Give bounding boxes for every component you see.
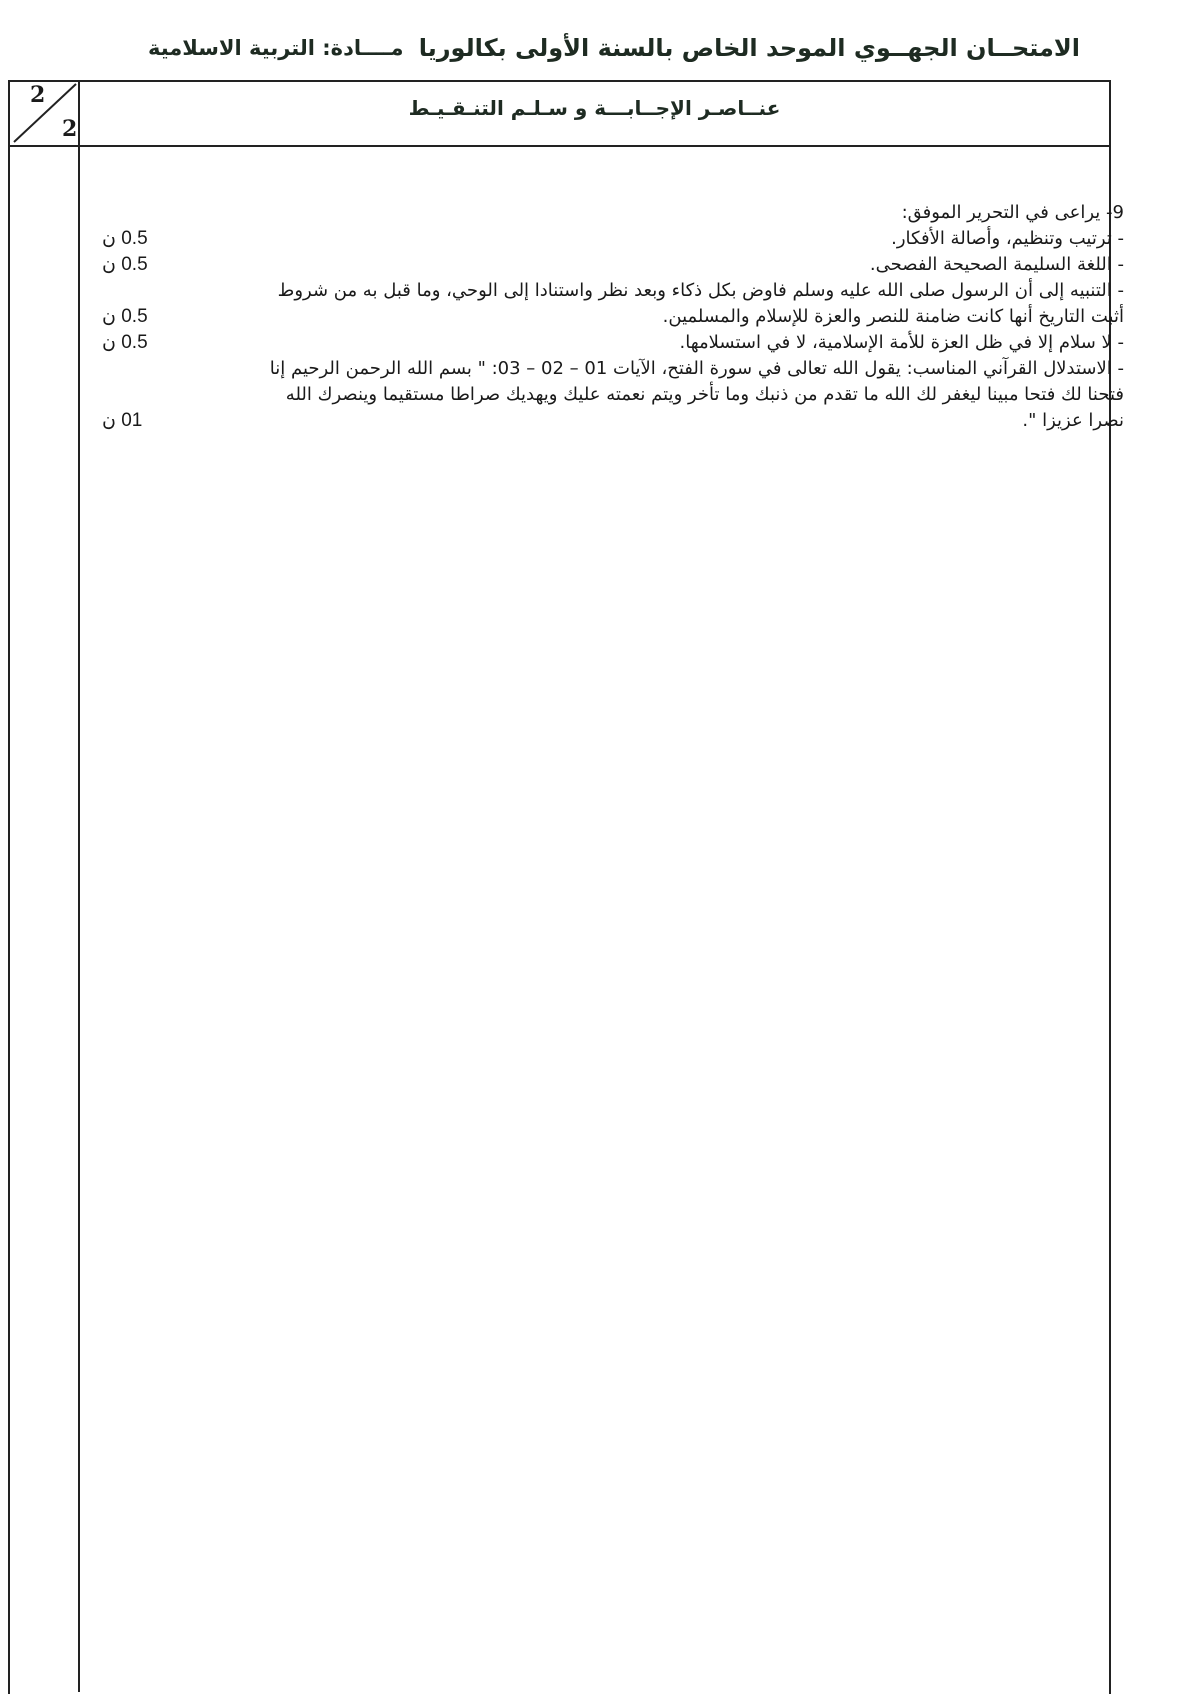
item-text-line1: - الاستدلال القرآني المناسب: يقول الله تعالى في سورة الفتح، الآيات 01 – 02 – 03: " بسم الله الرحمن الرحيم إنا <box>269 358 1124 379</box>
page-number-box <box>10 82 78 145</box>
item-text-line3: نصرا عزيزا ". <box>1022 410 1124 431</box>
item-score: 01 ن <box>102 410 143 431</box>
list-item <box>94 382 1124 408</box>
item-score: 0.5 ن <box>102 228 148 249</box>
subject-label: مــــادة: التربية الاسلامية <box>148 36 404 60</box>
list-item <box>94 278 1124 304</box>
list-item <box>94 304 1124 330</box>
q9-heading: 9- يراعى في التحرير الموفق: <box>901 202 1124 223</box>
item-text: - ترتيب وتنظيم، وأصالة الأفكار. <box>891 228 1124 249</box>
item-score: 0.5 ن <box>102 332 148 353</box>
page-total: 2 <box>62 116 78 142</box>
list-item <box>94 226 1124 252</box>
answer-content <box>94 200 1124 434</box>
margin-divider <box>78 80 80 1692</box>
item-score: 0.5 ن <box>102 254 148 275</box>
page-header <box>120 34 1080 74</box>
item-text-line1: - التنبيه إلى أن الرسول صلى الله عليه وسلم فاوض بكل ذكاء وبعد نظر واستنادا إلى الوحي، وما قبل به من شروط <box>277 280 1124 301</box>
list-item <box>94 252 1124 278</box>
question-heading <box>94 200 1124 226</box>
page-current: 2 <box>30 82 46 108</box>
item-text-line2: فتحنا لك فتحا مبينا ليغفر لك الله ما تقدم من ذنبك وما تأخر ويتم نعمته عليك ويهديك صراطا مستقيما وينصرك الله <box>285 384 1124 405</box>
item-text-line2: أثبت التاريخ أنها كانت ضامنة للنصر والعزة للإسلام والمسلمين. <box>662 306 1124 327</box>
list-item <box>94 330 1124 356</box>
item-text: - لا سلام إلا في ظل العزة للأمة الإسلامية، لا في استسلامها. <box>679 332 1124 353</box>
item-score: 0.5 ن <box>102 306 148 327</box>
list-item <box>94 356 1124 382</box>
section-title: عنــاصـر الإجــابـــة و سـلـم التنـقـيـط <box>408 96 781 120</box>
exam-title: الامتحــان الجهــوي الموحد الخاص بالسنة الأولى بكالوريا <box>418 34 1080 62</box>
item-text: - اللغة السليمة الصحيحة الفصحى. <box>869 254 1124 275</box>
list-item <box>94 408 1124 434</box>
header-divider <box>8 145 1109 147</box>
